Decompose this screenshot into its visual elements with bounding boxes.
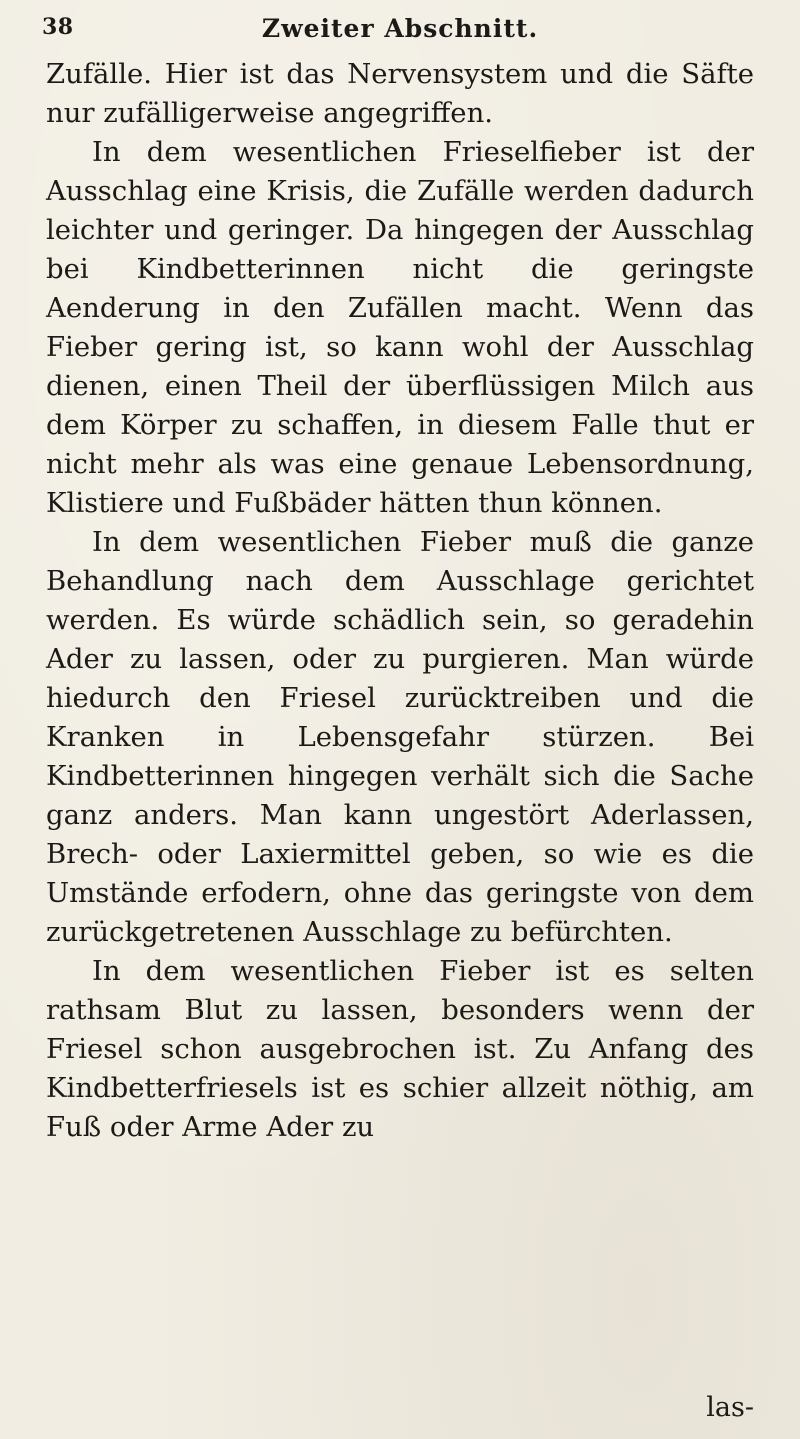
paragraph: Zufälle. Hier ist das Nervensystem und die Säfte nur zufälligerweise angegriffen. — [46, 58, 754, 129]
paragraph: In dem wesentlichen Fieber ist es selten rathsam Blut zu lassen, besonders wenn der Friesel schon ausgebrochen ist. Zu Anfang des Kindbetterfriesels ist es schier allzeit nöthig, am Fuß oder Arme Ader zu — [46, 955, 754, 1143]
paragraph: In dem wesentlichen Fieber muß die ganze Behandlung nach dem Ausschlage gerichtet werden. Es würde schädlich sein, so geradehin Ader zu lassen, oder zu purgieren. Man würde hiedurch den Friesel zurücktreiben und die Kranken in Lebensgefahr stürzen. Bei Kindbetterinnen hingegen verhält sich die Sache ganz anders. Man kann ungestört Aderlassen, Brech- oder Laxiermittel geben, so wie es die Umstände erfodern, ohne das geringste von dem zurückgetretenen Ausschlage zu befürchten. — [46, 526, 754, 948]
catchword: las- — [706, 1392, 754, 1423]
page-number: 38 — [42, 14, 74, 40]
body-text — [46, 55, 754, 1147]
paragraph: In dem wesentlichen Frieselfieber ist der Ausschlag eine Krisis, die Zufälle werden dadurch leichter und geringer. Da hingegen der Ausschlag bei Kindbetterinnen nicht die geringste Aenderung in den Zufällen macht. Wenn das Fieber gering ist, so kann wohl der Ausschlag dienen, einen Theil der überflüssigen Milch aus dem Körper zu schaffen, in diesem Falle thut er nicht mehr als was eine genaue Lebensordnung, Klistiere und Fußbäder hätten thun können. — [46, 136, 754, 519]
section-title: Zweiter Abschnitt. — [261, 14, 539, 43]
running-head — [42, 14, 754, 49]
